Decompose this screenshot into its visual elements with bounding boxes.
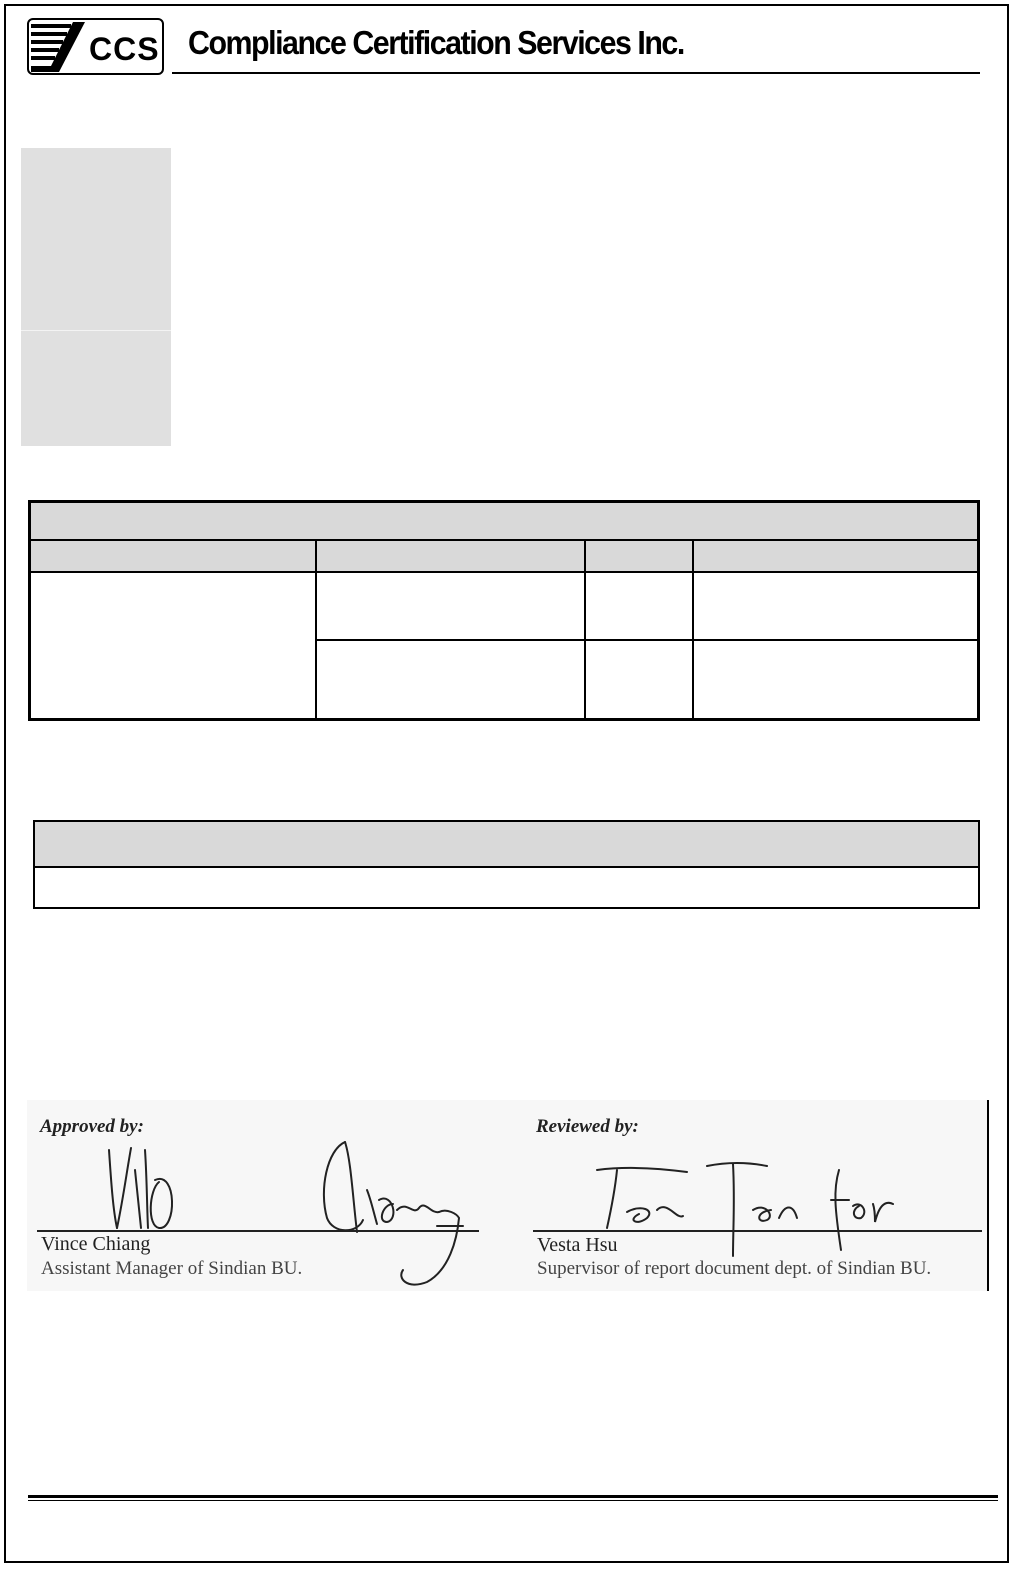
reviewed-signature [597,1163,893,1256]
info-table-col-divider-1 [315,541,317,721]
reviewed-title: Supervisor of report document dept. of Sindian BU. [537,1258,932,1279]
header-rule [172,72,980,74]
logo-graphic [29,20,162,73]
summary-table-header [35,822,978,868]
signature-block [27,1100,988,1291]
info-table-col-divider-3 [692,541,694,721]
company-logo [27,18,164,75]
info-table [28,500,980,721]
summary-table [33,820,980,909]
approved-by-label: Approved by: [40,1116,144,1137]
company-name: Compliance Certification Services Inc. [188,24,684,61]
approved-name: Vince Chiang [41,1233,151,1255]
signature-block-edge [987,1100,989,1291]
info-table-column-header-row [31,541,977,573]
svg-text:CCS: CCS [89,31,160,67]
approved-title: Assistant Manager of Sindian BU. [41,1258,303,1279]
info-table-row-divider [315,639,977,641]
side-panel-divider [21,330,171,331]
reviewed-signature-line [533,1230,982,1232]
info-table-col-divider-2 [584,541,586,721]
info-table-header [31,503,977,541]
footer-rule [28,1495,998,1498]
footer-rule-thin [28,1500,998,1501]
side-panel [21,148,171,446]
reviewed-by-label: Reviewed by: [536,1116,639,1137]
approved-signature-line [37,1230,479,1232]
reviewed-name: Vesta Hsu [537,1234,618,1256]
